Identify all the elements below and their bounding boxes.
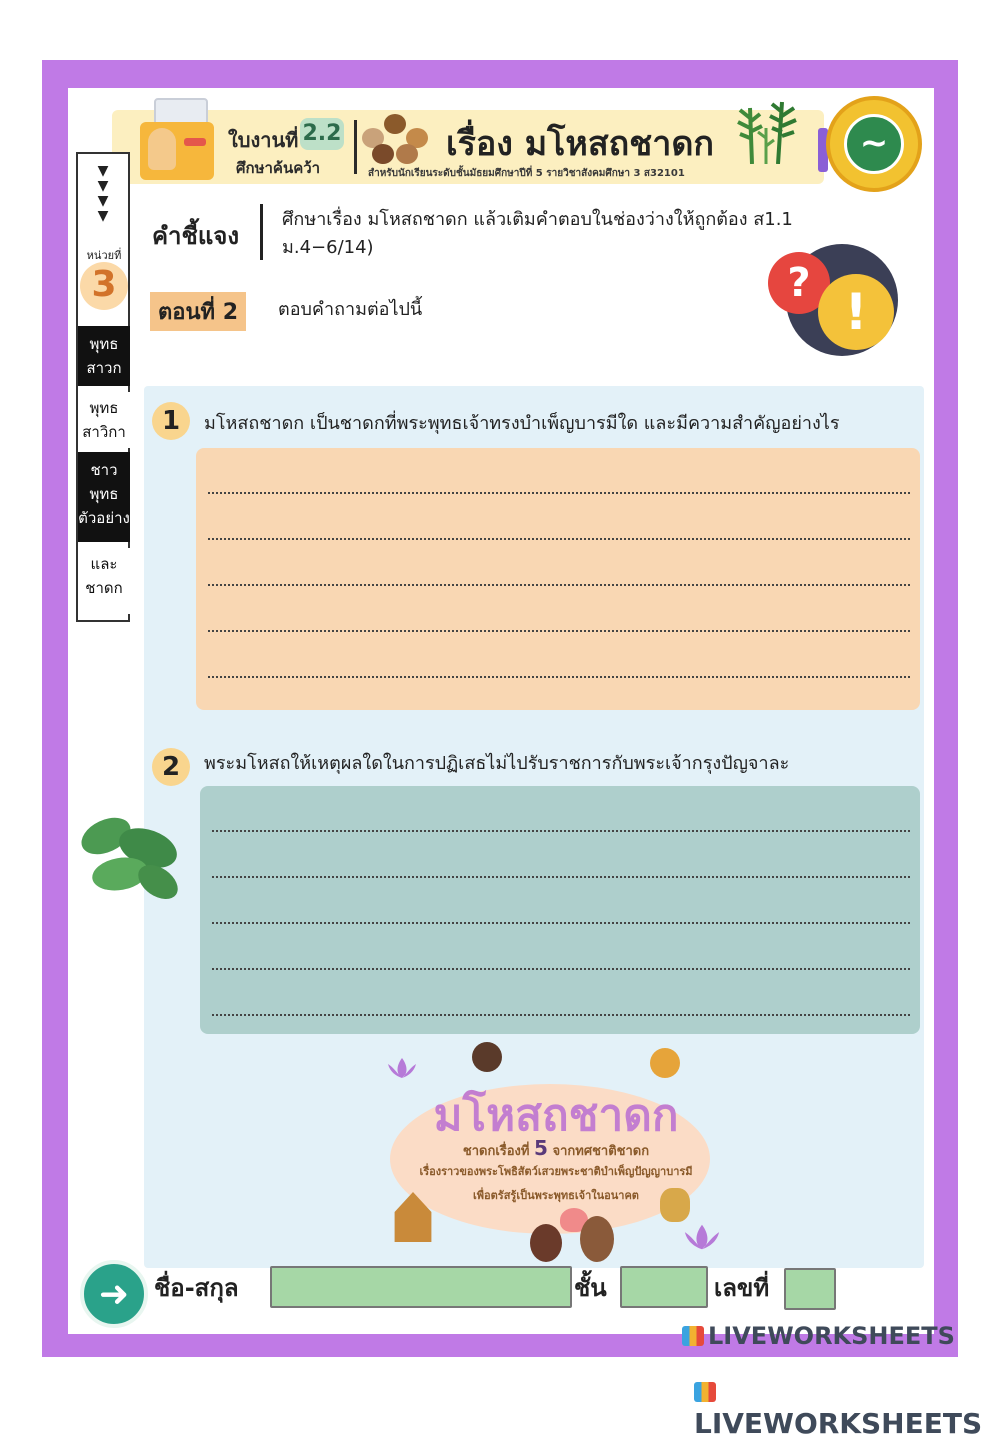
worksheet-number: 2.2 [300, 118, 344, 150]
cover-title: มโหสถชาดก [433, 1090, 679, 1141]
seeds-icon [362, 110, 428, 166]
man-figure-icon [650, 1048, 680, 1078]
question-2-number: 2 [152, 748, 190, 786]
part-text: ตอบคำถามต่อไปนี้ [278, 299, 423, 320]
unit-number: 3 [80, 262, 128, 310]
number-field[interactable] [784, 1268, 836, 1310]
liveworksheets-logo-inner[interactable] [682, 1322, 955, 1350]
sidebar-item-jataka: และ ชาดก [78, 548, 130, 614]
worksheet-type: ศึกษาค้นคว้า [236, 159, 321, 177]
liveworksheets-logo-text: LIVEWORKSHEETS [708, 1322, 955, 1350]
next-arrow-button[interactable] [80, 1260, 148, 1328]
liveworksheets-footer-text: LIVEWORKSHEETS [694, 1407, 983, 1440]
sidebar-item-model-buddhists: ชาว พุทธ ตัวอย่าง [78, 452, 130, 542]
instructions-divider [260, 204, 263, 260]
header-divider [354, 120, 357, 174]
class-label: ชั้น [574, 1274, 607, 1302]
instructions-text: ศึกษาเรื่อง มโหสถชาดก แล้วเติมคำตอบในช่องว่างให้ถูกต้อง ส1.1 ม.4−6/14) [282, 209, 793, 258]
sidebar-item-female-disciples: พุทธ สาวิกา [78, 392, 130, 448]
answer-2-field[interactable] [200, 786, 920, 1034]
sidebar-item-disciples: พุทธ สาวก [78, 326, 130, 386]
lotus-icon [384, 1056, 420, 1080]
cover-line-1-number: 5 [534, 1136, 548, 1160]
question-1-number: 1 [152, 402, 190, 440]
arrow-right-icon: ➜ [98, 1274, 130, 1315]
cover-line-1-prefix: ชาดกเรื่องที่ [462, 1144, 530, 1159]
herb-icon [732, 98, 806, 164]
question-1-text: มโหสถชาดก เป็นชาดกที่พระพุทธเจ้าทรงบำเพ็ญบารมีใด และมีความสำคัญอย่างไร [204, 413, 840, 434]
page-subtitle: สำหรับนักเรียนระดับชั้นมัธยมศึกษาปีที่ 5 รายวิชาสังคมศึกษา 3 ส32101 [368, 168, 685, 179]
mother-figure-icon [580, 1216, 614, 1262]
woman-figure-icon [472, 1042, 502, 1072]
folder-icon [140, 98, 214, 182]
question-exclamation-icon: ? ! [768, 244, 898, 362]
cover-line-3: เพื่อตรัสรู้เป็นพระพุทธเจ้าในอนาคต [473, 1189, 639, 1202]
unit-label: หน่วยที่ [86, 249, 122, 262]
number-label: เลขที่ [714, 1274, 770, 1302]
lotus-icon [680, 1222, 724, 1252]
cover-line-2: เรื่องราวของพระโพธิสัตว์เสวยพระชาติบำเพ็ญปัญญาบารมี [419, 1165, 693, 1178]
child-figure-icon [530, 1224, 562, 1262]
worksheet-label: ใบงานที่ [228, 128, 299, 152]
name-label: ชื่อ-สกุล [154, 1274, 239, 1302]
instructions-label: คำชี้แจง [152, 222, 240, 250]
liveworksheets-logo-footer[interactable] [694, 1374, 1000, 1440]
arrows-down-icon: ▼ ▼ ▼ ▼ [97, 163, 109, 224]
liveworksheets-mark-icon [694, 1382, 716, 1402]
cover-line-1 [380, 1136, 732, 1161]
part-tag: ตอนที่ 2 [150, 292, 246, 331]
class-field[interactable] [620, 1266, 708, 1308]
school-seal-logo [826, 96, 922, 192]
jataka-cover-image [380, 1036, 732, 1262]
answer-1-field[interactable] [196, 448, 920, 710]
cover-line-1-suffix: จากทศชาติชาดก [552, 1144, 650, 1159]
name-field[interactable] [270, 1266, 572, 1308]
page-title: เรื่อง มโหสถชาดก [446, 124, 714, 164]
liveworksheets-mark-icon [682, 1326, 704, 1346]
mint-leaf-icon [74, 808, 186, 904]
goat-icon [660, 1188, 690, 1222]
question-2-text: พระมโหสถให้เหตุผลใดในการปฏิเสธไม่ไปรับราชการกับพระเจ้ากรุงปัญจาละ [204, 753, 790, 774]
